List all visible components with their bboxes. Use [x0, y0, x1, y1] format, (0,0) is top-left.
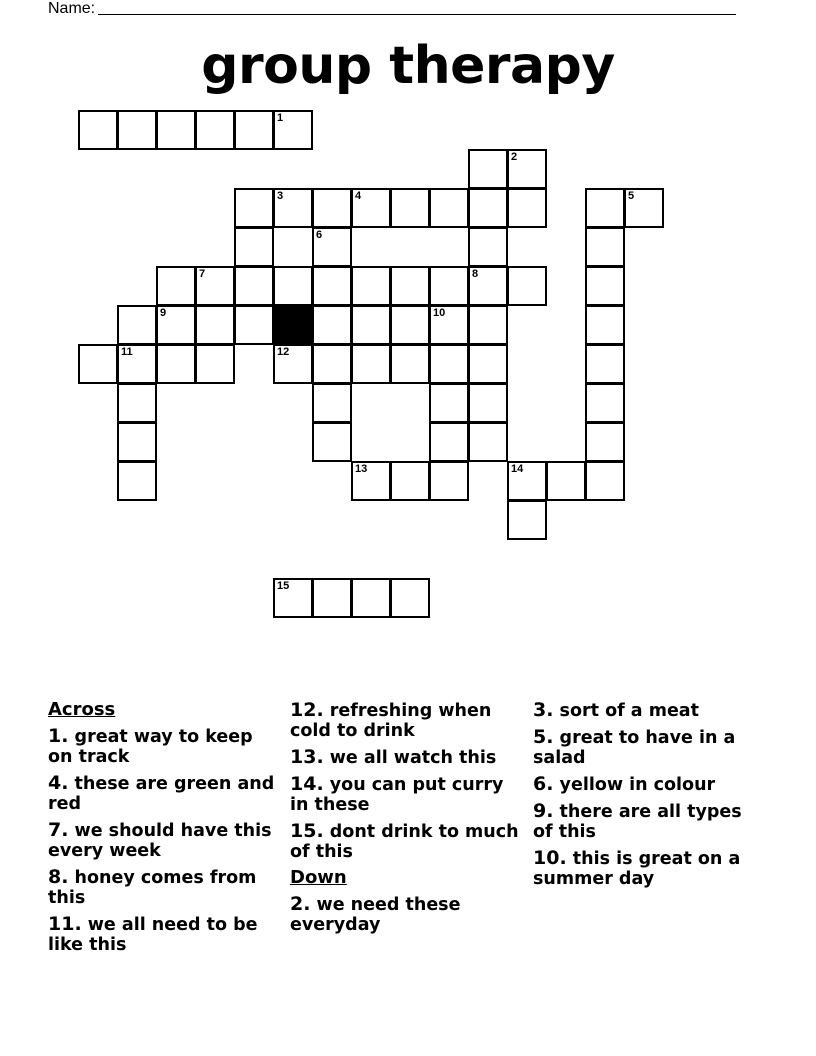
crossword-cell[interactable]	[468, 188, 508, 228]
crossword-cell[interactable]	[507, 266, 547, 306]
crossword-cell[interactable]	[78, 344, 118, 384]
crossword-cell[interactable]	[351, 461, 391, 501]
crossword-cell[interactable]	[507, 461, 547, 501]
clue-item	[533, 848, 763, 889]
clue-item-text: honey comes from this	[48, 868, 257, 908]
across-clue-list	[48, 726, 278, 955]
crossword-cell[interactable]	[468, 422, 508, 462]
across-clue-list-continued	[290, 700, 520, 862]
clue-item-number: 3.	[533, 699, 554, 721]
clue-item-number: 4.	[48, 772, 69, 794]
crossword-cell[interactable]	[468, 266, 508, 306]
crossword-cell[interactable]	[117, 305, 157, 345]
clue-item-text: refreshing when cold to drink	[290, 701, 492, 741]
crossword-cell[interactable]	[234, 188, 274, 228]
clues-column-1	[48, 700, 278, 961]
crossword-cell[interactable]	[390, 266, 430, 306]
clue-item	[48, 726, 278, 767]
clue-number: 11	[121, 346, 133, 358]
name-label: Name:	[48, 0, 96, 17]
crossword-cell[interactable]	[585, 422, 625, 462]
crossword-cell[interactable]	[546, 461, 586, 501]
crossword-cell[interactable]	[507, 188, 547, 228]
clue-number: 3	[277, 190, 284, 202]
crossword-cell[interactable]	[390, 578, 430, 618]
crossword-cell[interactable]	[156, 266, 196, 306]
clue-item-text: we should have this every week	[48, 821, 272, 861]
clue-item-text: yellow in colour	[553, 775, 716, 795]
crossword-cell[interactable]	[312, 422, 352, 462]
clues-column-3	[533, 700, 763, 895]
clue-item-number: 10.	[533, 847, 567, 869]
crossword-cell[interactable]	[351, 188, 391, 228]
crossword-cell[interactable]	[429, 188, 469, 228]
clue-item-number: 2.	[290, 893, 311, 915]
crossword-cell[interactable]	[429, 383, 469, 423]
crossword-cell[interactable]	[312, 227, 352, 267]
clue-item-number: 13.	[290, 746, 324, 768]
crossword-cell[interactable]	[195, 266, 235, 306]
crossword-cell[interactable]	[390, 344, 430, 384]
clue-item-number: 7.	[48, 819, 69, 841]
name-underline[interactable]	[98, 0, 736, 15]
crossword-cell[interactable]	[585, 188, 625, 228]
clue-item-text: we all need to be like this	[48, 915, 258, 955]
crossword-cell[interactable]	[351, 266, 391, 306]
crossword-cell[interactable]	[468, 305, 508, 345]
clue-number: 4	[355, 190, 362, 202]
clue-item	[290, 747, 520, 768]
clue-item-number: 9.	[533, 800, 554, 822]
clue-item	[290, 774, 520, 815]
clue-item	[48, 820, 278, 861]
crossword-cell[interactable]	[78, 110, 118, 150]
crossword-cell[interactable]	[585, 266, 625, 306]
crossword-cell[interactable]	[156, 110, 196, 150]
clue-item-text: dont drink to much of this	[290, 822, 519, 862]
crossword-cell[interactable]	[429, 266, 469, 306]
clue-item-number: 15.	[290, 820, 324, 842]
crossword-cell[interactable]	[273, 266, 313, 306]
crossword-cell[interactable]	[468, 344, 508, 384]
crossword-cell[interactable]	[117, 383, 157, 423]
crossword-cell[interactable]	[234, 266, 274, 306]
crossword-cell[interactable]	[507, 500, 547, 540]
clue-item-number: 1.	[48, 725, 69, 747]
across-heading: Across	[48, 699, 116, 720]
crossword-cell[interactable]	[312, 266, 352, 306]
down-clue-list-continued	[533, 700, 763, 889]
crossword-cell[interactable]	[585, 227, 625, 267]
crossword-cell[interactable]	[156, 344, 196, 384]
crossword-cell[interactable]	[156, 305, 196, 345]
clue-item-text: these are green and red	[48, 774, 275, 814]
crossword-cell[interactable]	[585, 305, 625, 345]
clue-item-number: 14.	[290, 773, 324, 795]
crossword-cell[interactable]	[429, 461, 469, 501]
crossword-cell[interactable]	[195, 305, 235, 345]
crossword-cell[interactable]	[117, 110, 157, 150]
clue-number: 9	[160, 307, 167, 319]
clue-number: 12	[277, 346, 290, 358]
clue-item-text: this is great on a summer day	[533, 849, 741, 889]
crossword-cell[interactable]	[585, 383, 625, 423]
clue-item	[533, 801, 763, 842]
clue-item-text: we all watch this	[323, 748, 497, 768]
crossword-cell[interactable]	[234, 227, 274, 267]
clue-item-number: 6.	[533, 773, 554, 795]
crossword-cell[interactable]	[390, 188, 430, 228]
crossword-cell[interactable]	[351, 344, 391, 384]
clue-number: 2	[511, 151, 518, 163]
crossword-cell[interactable]	[117, 422, 157, 462]
clues-column-2	[290, 700, 520, 941]
crossword-cell[interactable]	[117, 461, 157, 501]
clue-item	[48, 867, 278, 908]
crossword-cell[interactable]	[351, 578, 391, 618]
crossword-cell[interactable]	[273, 578, 313, 618]
clue-number: 15	[277, 580, 290, 592]
crossword-cell[interactable]	[312, 188, 352, 228]
crossword-cell[interactable]	[273, 344, 313, 384]
clue-number: 5	[628, 190, 635, 202]
crossword-cell[interactable]	[312, 305, 352, 345]
crossword-cell[interactable]	[312, 383, 352, 423]
clue-item-text: there are all types of this	[533, 802, 742, 842]
crossword-cell[interactable]	[117, 344, 157, 384]
down-clue-list	[290, 894, 520, 935]
crossword-cell[interactable]	[312, 578, 352, 618]
clue-item-text: great to have in a salad	[533, 728, 736, 768]
crossword-cell[interactable]	[429, 305, 469, 345]
crossword-cell[interactable]	[468, 149, 508, 189]
down-heading: Down	[290, 867, 347, 888]
clue-item	[290, 821, 520, 862]
clue-number: 8	[472, 268, 479, 280]
clue-item-text: you can put curry in these	[290, 775, 504, 815]
clue-number: 1	[277, 112, 284, 124]
clue-item	[533, 774, 763, 795]
crossword-cell[interactable]	[195, 110, 235, 150]
clue-item-text: great way to keep on track	[48, 727, 253, 767]
clue-item-number: 11.	[48, 913, 82, 935]
clue-item	[290, 894, 520, 935]
clue-number: 7	[199, 268, 206, 280]
crossword-cell[interactable]	[390, 461, 430, 501]
crossword-cell[interactable]	[624, 188, 664, 228]
clue-item	[533, 700, 763, 721]
crossword-cell[interactable]	[468, 383, 508, 423]
clue-number: 14	[511, 463, 524, 475]
clue-item-text: we need these everyday	[290, 895, 461, 935]
crossword-cell[interactable]	[312, 344, 352, 384]
crossword-cell[interactable]	[273, 110, 313, 150]
clue-item-number: 12.	[290, 699, 324, 721]
crossword-cell[interactable]	[429, 422, 469, 462]
clue-item-number: 5.	[533, 726, 554, 748]
black-square	[273, 305, 313, 345]
clue-item	[48, 914, 278, 955]
crossword-cell[interactable]	[234, 305, 274, 345]
clue-number: 6	[316, 229, 323, 241]
page-title: group therapy	[201, 36, 615, 96]
crossword-cell[interactable]	[507, 149, 547, 189]
crossword-cell[interactable]	[234, 110, 274, 150]
clue-item	[290, 700, 520, 741]
name-field[interactable]	[48, 0, 736, 18]
clue-item-text: sort of a meat	[553, 701, 699, 721]
clue-item-number: 8.	[48, 866, 69, 888]
crossword-cell[interactable]	[273, 188, 313, 228]
crossword-cell[interactable]	[468, 227, 508, 267]
crossword-cell[interactable]	[390, 305, 430, 345]
clue-item	[533, 727, 763, 768]
clue-number: 13	[355, 463, 368, 475]
clue-number: 10	[433, 307, 446, 319]
crossword-cell[interactable]	[429, 344, 469, 384]
crossword-cell[interactable]	[585, 461, 625, 501]
crossword-cell[interactable]	[195, 344, 235, 384]
crossword-cell[interactable]	[351, 305, 391, 345]
clue-item	[48, 773, 278, 814]
crossword-cell[interactable]	[585, 344, 625, 384]
